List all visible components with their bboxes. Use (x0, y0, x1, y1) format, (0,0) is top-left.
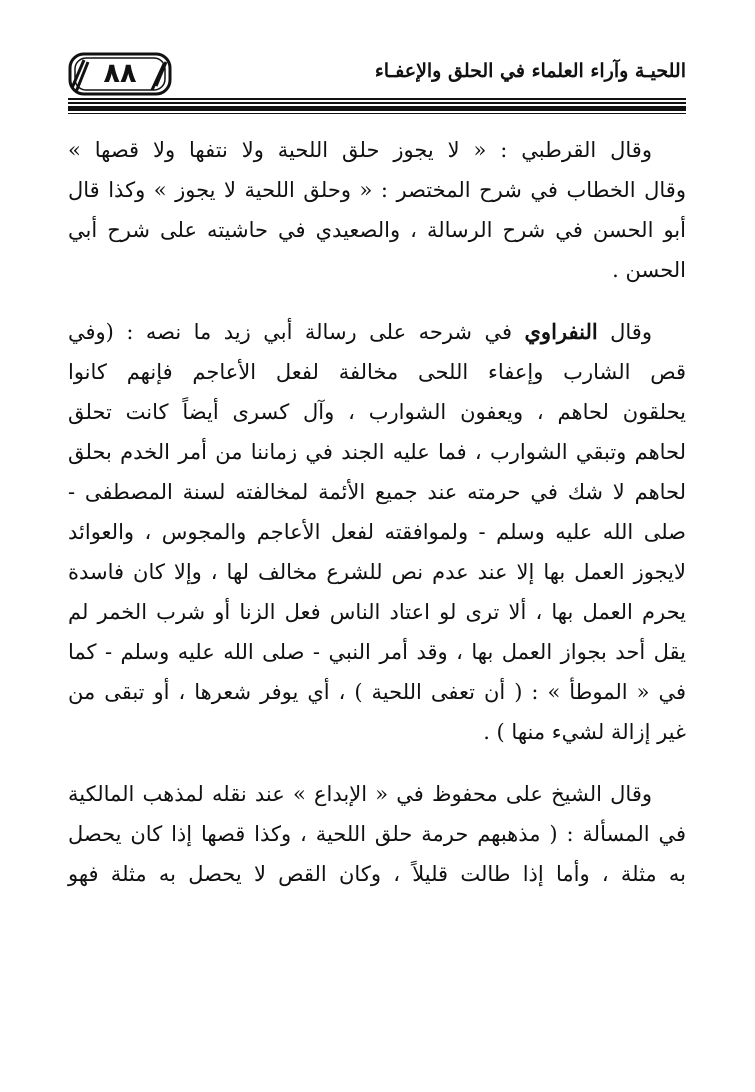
text-line: لحاهم لا شك في حرمته عند جميع الأئمة لمخالفته لسنة المصطفى - (68, 480, 686, 504)
text-fragment: في شرحه على رسالة أبي زيد ما نصه : (وفي (68, 320, 525, 344)
text-line (68, 312, 686, 352)
text-line: يحرم العمل بها ، ألا ترى لو اعتاد الناس فعل الزنا أو شرب الخمر لم (68, 600, 686, 624)
body-text (68, 130, 686, 894)
text-line: صلى الله عليه وسلم - ولموافقته لفعل الأعاجم والمجوس ، والعوائد (68, 520, 686, 544)
text-line: يحلقون لحاهم ، ويعفون الشوارب ، وآل كسرى أيضاً كانت تحلق (68, 400, 686, 424)
text-fragment: وقال (597, 320, 652, 344)
text-line: به مثلة ، وأما إذا طالت قليلاً ، وكان القص لا يحصل به مثلة فهو (68, 862, 686, 886)
text-line: غير إزالة لشيء منها ) . (483, 720, 686, 744)
header-divider (68, 98, 686, 114)
page-number-badge (68, 52, 172, 96)
page-number: ٨٨ (103, 58, 137, 89)
text-line: في « الموطأ » : ( أن تعفى اللحية ) ، أي يوفر شعرها ، أو تبقى من (68, 680, 686, 704)
text-line: يقل أحد بجواز العمل بها ، وقد أمر النبي - صلى الله عليه وسلم - كما (68, 640, 686, 664)
text-line: لحاهم وتبقي الشوارب ، فما عليه الجند في زماننا من أمر الخدم بحلق (68, 440, 686, 464)
running-title: اللحيـة وآراء العلماء في الحلق والإعفـاء (374, 60, 686, 82)
text-line: أبو الحسن في شرح الرسالة ، والصعيدي في حاشيته على شرح أبي (68, 218, 686, 242)
text-line: في المسألة : ( مذهبهم حرمة حلق اللحية ، وكذا قصها إذا كان يحصل (68, 822, 686, 846)
page-header (68, 48, 686, 108)
text-line: وقال القرطبي : « لا يجوز حلق اللحية ولا نتفها ولا قصها » (68, 138, 652, 162)
text-line: وقال الشيخ على محفوظ في « الإبداع » عند نقله لمذهب المالكية (68, 782, 652, 806)
text-line: لايجوز العمل بها إلا عند عدم نص للشرع مخالف لها ، وإلا كان فاسدة (68, 560, 686, 584)
text-line: الحسن . (612, 258, 686, 282)
text-line: قص الشارب وإعفاء اللحى مخالفة لفعل الأعاجم فإنهم كانوا (68, 360, 686, 384)
text-line: وقال الخطاب في شرح المختصر : « وحلق اللحية لا يجوز » وكذا قال (68, 178, 686, 202)
bold-name: النفراوي (524, 319, 598, 344)
